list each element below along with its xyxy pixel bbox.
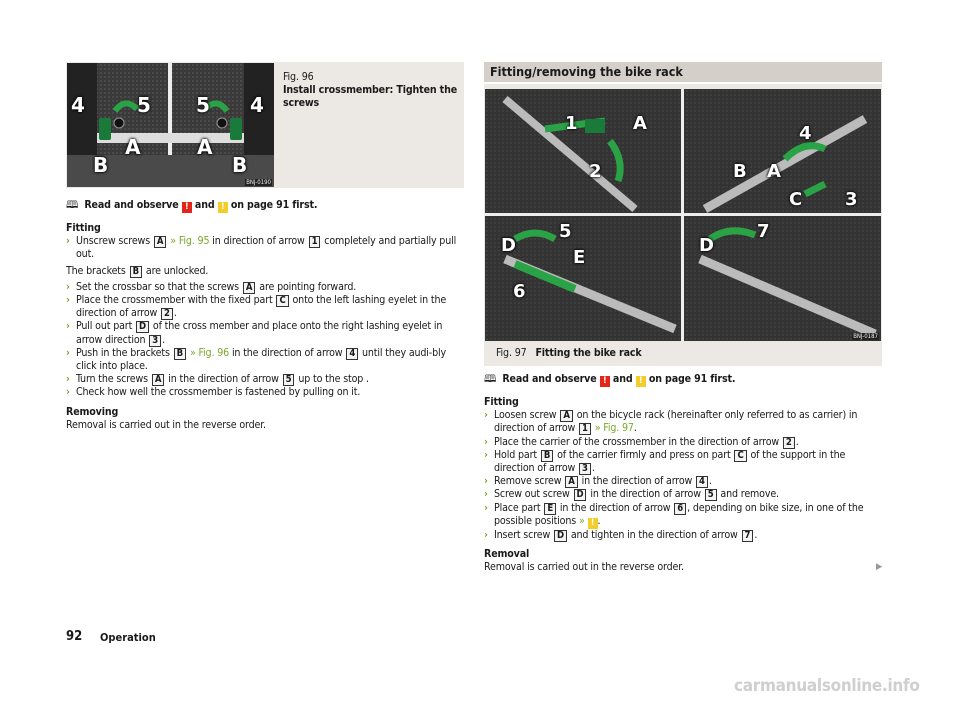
part-label-badge: D [136,321,149,333]
fig96-label: 4 [71,93,85,117]
fig96-caption [283,71,459,111]
fig97-photo [485,89,881,341]
fig97-illustration [485,89,881,341]
text-span: on page 91 first. [648,373,736,385]
fig97-label: 7 [757,221,770,242]
part-label-badge: 5 [705,489,717,501]
continue-triangle-icon: ▶ [876,562,883,572]
text-span: completely and partially pull out. [76,235,457,261]
text-span: . [162,333,165,346]
fig96-title: Install crossmember: Tighten the screws [283,84,458,110]
text-span: up to the stop . [298,373,369,386]
chevron-right-icon: › [66,320,70,333]
list-item [66,281,464,294]
chevron-right-icon: › [484,488,488,501]
book-icon: 🕮 [66,199,79,211]
text-span: Place the crossmember with the fixed part [76,294,273,307]
text-span: . [708,475,712,488]
text-span: Remove screw [494,475,562,488]
text-span: Place the carrier of the crossmember in the direction of arrow [494,435,780,448]
text-span: of the support in the direction of arrow [494,448,846,475]
text-span: Check how well the crossmember is fastened by pulling on it. [76,386,361,399]
part-label-badge: C [734,450,746,462]
part-label-badge: A [243,282,255,294]
caution-icon: ! [636,376,646,387]
text-span: and remove. [720,488,779,501]
part-label-badge: D [554,530,567,542]
text-span: , depending on bike size, in one of the possible positions [494,501,864,527]
part-label-badge: B [130,266,142,278]
list-item [66,235,464,261]
part-label-badge: E [544,503,556,515]
chevron-right-icon: › [66,346,70,359]
text-span: in the direction of arrow [559,501,671,514]
fig97-code: BNJ-0187 [853,333,878,340]
part-label-badge: A [154,236,166,248]
fig96-label: 5 [196,93,210,117]
fig97-label: C [789,189,803,210]
fig97-label: D [501,235,516,256]
part-label-badge: 1 [309,236,321,248]
chevron-right-icon: › [484,409,488,422]
text-span: Unscrew screws [76,235,151,248]
fig-link[interactable]: » Fig. 96 [189,346,230,359]
text-span: . [597,514,601,527]
text-span: of the carrier firmly and press on part [557,448,731,461]
text-span: are pointing forward. [259,280,357,293]
text-span: in direction of arrow [212,235,305,248]
chevron-right-icon: › [484,475,488,488]
removal-heading: Removal [484,548,530,561]
part-label-badge: B [541,450,553,462]
fig-link[interactable]: » Fig. 97 [594,422,634,435]
part-label-badge: B [174,348,186,360]
fig97-label: 6 [513,281,526,302]
part-label-badge: 2 [783,437,795,449]
part-label-badge: C [276,295,288,307]
text-span: Insert screw [494,528,551,541]
fig96-label: A [125,135,141,159]
left-observe-note [66,199,466,213]
warning-icon: ! [600,376,610,387]
part-label-badge: D [574,489,587,501]
text-span: Read and observe [502,373,597,385]
list-item [484,502,882,529]
chevron-right-icon: › [484,528,488,541]
text-span: . [795,435,799,448]
fig97-label: 4 [799,123,812,144]
list-item [66,373,464,386]
removing-text: Removal is carried out in the reverse order. [66,418,266,431]
text-span: Screw out screw [494,488,570,501]
text-span: Set the crossbar so that the screws [76,280,239,293]
warning-icon: ! [182,202,192,213]
text-span: Pull out part [76,320,133,333]
text-span: Loosen screw [494,409,557,422]
fitting-heading: Fitting [484,396,519,408]
fig97-label: E [573,247,586,268]
text-span: until they audi-bly click into place. [76,346,446,373]
chevron-right-icon: › [66,386,70,399]
part-label-badge: 2 [161,308,173,320]
text-span: of the cross member and place onto the right lashing eyelet in arrow direction [76,320,443,346]
part-label-badge: 3 [579,463,591,475]
chevron-right-icon: › [66,373,70,386]
brackets-note [66,265,464,278]
text-span: Place part [494,501,541,514]
fig96-label: A [197,135,213,159]
text-span: . [633,422,637,435]
fig96-code: BNJ-0190 [246,179,271,186]
text-span: on page 91 first. [230,199,318,211]
page-number: 92 [66,629,83,644]
part-label-badge: A [152,374,164,386]
fig96-photo [67,63,274,187]
fig96-label: B [93,153,109,177]
text-span: in the direction of arrow [231,346,343,359]
text-span: . [173,307,177,320]
fig97-label: 5 [559,221,572,242]
list-item [484,409,882,435]
fig97-number: Fig. 97 [496,347,527,359]
text-span: in the direction of arrow [581,475,693,488]
list-item [484,529,882,542]
fig96-label: 4 [250,93,264,117]
chevron-right-icon: › [484,501,488,514]
chevron-right-icon: › [484,435,488,448]
fig97-title: Fitting the bike rack [535,347,642,359]
fig-link[interactable]: » Fig. 95 [170,235,210,248]
part-label-badge: 4 [346,348,358,360]
text-span: . [754,528,758,541]
text-span: Push in the brackets [76,346,170,359]
list-item [66,386,464,399]
text-span: and tighten in the direction of arrow [570,528,738,541]
part-label-badge: 5 [283,374,295,386]
part-label-badge: 1 [579,423,591,435]
caution-icon: ! [218,202,228,213]
watermark: carmanualsonline.info [734,676,920,696]
list-item [484,475,882,488]
list-item [484,449,882,475]
list-item [66,294,464,320]
fig97-label: 1 [565,113,578,134]
text-span: in the direction of arrow [590,488,701,501]
chevron-right-icon: › [66,294,70,307]
list-item [484,488,882,501]
caution-icon: ! [588,518,598,529]
part-label-badge: A [565,476,577,488]
removal-text: Removal is carried out in the reverse order. [484,561,684,574]
text-span: and [612,373,633,385]
fig97-label: B [733,161,747,182]
fig97-label: A [767,161,781,182]
text-span: in the direction of arrow [168,373,279,386]
text-span: Hold part [494,448,537,461]
part-label-badge: 6 [674,503,686,515]
fig97-label: 3 [845,189,858,210]
fig96-label: 5 [137,93,151,117]
book-icon: 🕮 [484,373,497,385]
list-item [484,436,882,449]
part-label-badge: A [560,410,572,422]
fig97-label: A [633,113,647,134]
chevron-right-icon: › [66,235,70,248]
text-span: are unlocked. [145,264,209,277]
fig97-label: 2 [589,161,602,182]
fig97-label: D [699,235,714,256]
fig96-label: B [232,153,248,177]
text-span: Read and observe [84,199,179,211]
text-span: Turn the screws [76,373,148,386]
fig96-number: Fig. 96 [283,71,314,83]
text-span: and [194,199,215,211]
text-span: . [591,462,595,475]
list-item [66,320,464,346]
fitting-heading: Fitting [66,222,101,234]
removing-heading: Removing [66,405,119,418]
chevron-right-icon: › [66,280,70,293]
right-body [484,396,882,574]
text-span: The brackets [66,264,126,277]
part-label-badge: 4 [696,476,708,488]
text-span: on the bicycle rack (hereinafter only referred to as carrier) in direction of arrow [494,409,858,435]
footer-section: Operation [100,631,156,644]
part-label-badge: 3 [149,335,161,347]
chevron-right-icon: › [484,448,488,461]
ref-link[interactable]: » [578,514,585,527]
section-title: Fitting/removing the bike rack [484,62,882,82]
text-span: onto the left lashing eyelet in the direction of arrow [76,294,447,320]
right-observe-note [484,373,884,387]
fig97-caption [496,347,642,360]
left-body [66,222,464,432]
part-label-badge: 7 [742,530,754,542]
list-item [66,347,464,373]
